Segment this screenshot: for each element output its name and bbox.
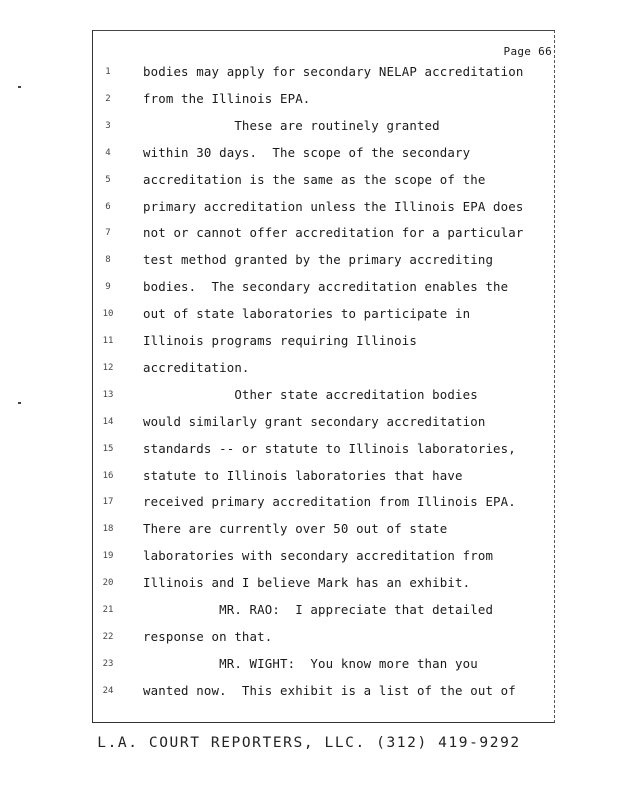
page-number: Page 66	[503, 45, 552, 58]
scan-mark-top	[18, 86, 21, 88]
line-number: 24	[102, 685, 114, 696]
line-text: not or cannot offer accreditation for a particular	[143, 225, 524, 241]
transcript-line	[100, 89, 550, 109]
line-number: 6	[105, 201, 111, 212]
transcript-line	[100, 385, 550, 405]
line-number: 3	[105, 120, 111, 131]
line-text: Illinois programs requiring Illinois	[143, 333, 417, 348]
transcript-line	[100, 62, 550, 82]
line-text: test method granted by the primary accrediting	[143, 252, 494, 268]
line-number: 22	[102, 631, 114, 642]
line-number: 16	[102, 470, 114, 481]
scan-mark-bottom	[18, 402, 21, 404]
transcript-line	[100, 439, 550, 459]
transcript-line	[100, 519, 550, 539]
line-number: 4	[105, 147, 111, 158]
line-number: 23	[102, 658, 114, 669]
transcript-line	[100, 358, 550, 378]
transcript-line	[100, 466, 550, 486]
transcript-line	[100, 304, 550, 324]
transcript-line	[100, 170, 550, 190]
transcript-line	[100, 277, 550, 297]
transcript-line	[100, 116, 550, 136]
line-text: accreditation is the same as the scope of the	[143, 171, 486, 187]
line-number: 10	[102, 309, 114, 320]
reporter-footer: L.A. COURT REPORTERS, LLC. (312) 419-9292	[97, 735, 521, 751]
line-number: 13	[102, 389, 114, 400]
line-number: 20	[102, 578, 114, 589]
line-number: 17	[102, 497, 114, 508]
transcript-line	[100, 197, 550, 217]
transcript-line	[100, 654, 550, 674]
transcript-line	[100, 250, 550, 270]
line-number: 21	[102, 605, 114, 615]
line-text: MR. RAO: I appreciate that detailed	[143, 602, 494, 617]
line-text: These are routinely granted	[143, 117, 440, 133]
transcript-line	[100, 546, 550, 566]
line-text: statute to Illinois laboratories that have	[143, 467, 463, 483]
transcript-line	[100, 627, 550, 647]
line-text: primary accreditation unless the Illinois EPA does	[143, 198, 524, 214]
line-number: 9	[105, 282, 111, 293]
line-text: Other state accreditation bodies	[143, 386, 478, 402]
line-text: MR. WIGHT: You know more than you	[143, 655, 478, 671]
line-text: response on that.	[143, 628, 273, 644]
line-text: would similarly grant secondary accreditation	[143, 413, 486, 429]
transcript-line	[100, 143, 550, 163]
line-number: 19	[102, 551, 114, 562]
line-number: 8	[105, 255, 111, 266]
line-number: 2	[105, 93, 111, 104]
line-text: bodies may apply for secondary NELAP accreditation	[143, 64, 524, 79]
line-text: laboratories with secondary accreditation from	[143, 548, 494, 564]
line-text: Illinois and I believe Mark has an exhibit.	[143, 575, 471, 591]
transcript-line	[100, 492, 550, 512]
transcript-line	[100, 573, 550, 593]
line-number: 14	[102, 416, 114, 427]
line-text: received primary accreditation from Illinois EPA.	[143, 494, 516, 510]
line-number: 12	[102, 362, 114, 373]
line-number: 5	[105, 174, 111, 185]
line-number: 1	[105, 67, 111, 77]
line-text: There are currently over 50 out of state	[143, 521, 448, 537]
transcript-line	[100, 331, 550, 351]
line-text: within 30 days. The scope of the secondary	[143, 144, 471, 160]
line-text: standards -- or statute to Illinois laboratories,	[143, 440, 516, 456]
transcript-line	[100, 412, 550, 432]
line-text: out of state laboratories to participate in	[143, 306, 471, 322]
line-number: 15	[102, 443, 114, 454]
line-number: 18	[102, 524, 114, 535]
line-text: wanted now. This exhibit is a list of the out of	[143, 682, 516, 698]
line-text: accreditation.	[143, 359, 250, 375]
transcript-line	[100, 223, 550, 243]
line-number: 11	[102, 336, 114, 346]
line-text: bodies. The secondary accreditation enables the	[143, 279, 509, 295]
transcript-line	[100, 681, 550, 701]
line-text: from the Illinois EPA.	[143, 90, 311, 106]
line-number: 7	[105, 228, 111, 239]
transcript-line	[100, 600, 550, 620]
